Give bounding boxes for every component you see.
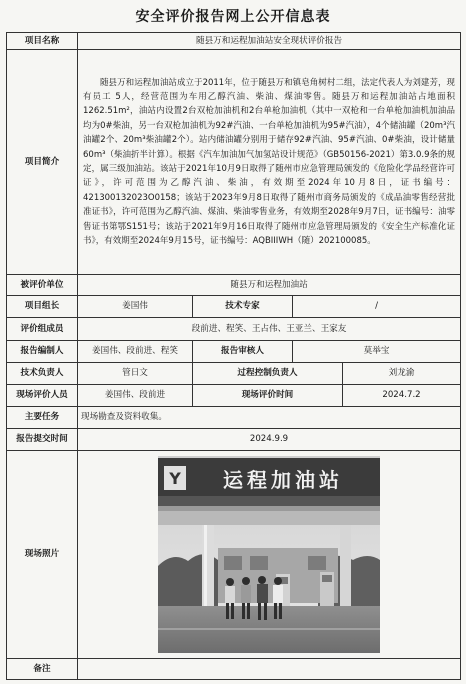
site-photo-label: 现场照片 <box>7 451 78 659</box>
project-summary-text: 随县万和运程加油站成立于2011年，位于随县万和镇皂角树村二组，法定代表人为刘建芳，现有员工 5人，经营范围为车用乙醇汽油、柴油、煤油零售。随县万和运程加油站占地面积1262.51m²，油站内设置2台双枪加油机和2台单枪加油机（其中一双枪和一台单枪加油机加油品均为0#柴油，另一台双枪加油机为92#汽油、一台单枪加油机为95#汽油），4个储油罐（20m³汽油罐2个、20m³柴油罐2个）。站内储油罐分别用于储存92#汽油、95#汽油、0#柴油，设计储量60m³（柴油折半计算）。根据《汽车加油加气加氢站设计规范》（GB50156-2021）第3.0.9条的规定，属三级加油站。该站于2021年10月9日取得了随州市应急管理局颁发的《危险化学品经营许可证》，许可范围为乙醇汽油、柴油，有效期至2024年10月8日，证书编号：421300132023O0158；该站于2023年9月8日取得了随州市商务局颁发的《成品油零售经营批准证书》，许可范围为乙醇汽油、煤油、柴油零售业务，有效期至2028年9月7日，证书编号：油零售证书第鄂S151号；该站于2021年9月16日取得了随州市应急管理局颁发的《安全生产标准化证书》，有效期至2024年9月15号，证书编号：AQBIIIWH（随）202100085。 <box>78 50 461 275</box>
site-photo-cell <box>78 451 461 659</box>
evaluated-unit-label: 被评价单位 <box>7 275 78 296</box>
canopy-sign-text: 运程加油站 <box>223 468 344 492</box>
row-project-name <box>7 33 461 50</box>
page-title: 安全评价报告网上公开信息表 <box>135 9 331 25</box>
row-site-evaluation <box>7 385 461 407</box>
row-author-reviewer <box>7 341 461 363</box>
svg-text:Y: Y <box>169 469 181 488</box>
row-project-summary <box>7 50 461 275</box>
team-members-value: 段前进、程笑、王占伟、王亚兰、王家友 <box>78 318 461 341</box>
tech-lead-value: 管日文 <box>78 363 193 385</box>
tech-lead-label: 技术负责人 <box>7 363 78 385</box>
row-site-photo <box>7 451 461 659</box>
submit-time-value: 2024.9.9 <box>78 429 461 451</box>
row-evaluated-unit <box>7 275 461 296</box>
row-tech-process-lead <box>7 363 461 385</box>
process-lead-label: 过程控制负责人 <box>193 363 343 385</box>
team-leader-label: 项目组长 <box>7 296 78 318</box>
report-author-value: 姜国伟、段前进、程笑 <box>78 341 193 363</box>
report-author-label: 报告编制人 <box>7 341 78 363</box>
evaluated-unit-value: 随县万和运程加油站 <box>78 275 461 296</box>
submit-time-label: 报告提交时间 <box>7 429 78 451</box>
project-summary-label: 项目简介 <box>7 50 78 275</box>
team-leader-value: 姜国伟 <box>78 296 193 318</box>
tech-expert-value: / <box>293 296 461 318</box>
report-reviewer-label: 报告审核人 <box>193 341 293 363</box>
site-time-label: 现场评价时间 <box>193 385 343 407</box>
row-team-members <box>7 318 461 341</box>
site-time-value: 2024.7.2 <box>343 385 461 407</box>
site-staff-label: 现场评价人员 <box>7 385 78 407</box>
remarks-label: 备注 <box>7 659 78 680</box>
row-submit-time <box>7 429 461 451</box>
project-name-value: 随县万和运程加油站安全现状评价报告 <box>78 33 461 50</box>
row-leader-expert <box>7 296 461 318</box>
process-lead-value: 刘龙渝 <box>343 363 461 385</box>
row-remarks <box>7 659 461 680</box>
tech-expert-label: 技术专家 <box>193 296 293 318</box>
main-task-value: 现场勘查及资料收集。 <box>78 407 461 429</box>
info-table <box>6 32 461 680</box>
team-members-label: 评价组成员 <box>7 318 78 341</box>
remarks-value <box>78 659 461 680</box>
main-task-label: 主要任务 <box>7 407 78 429</box>
project-name-label: 项目名称 <box>7 33 78 50</box>
report-reviewer-value: 莫举宝 <box>293 341 461 363</box>
site-staff-value: 姜国伟、段前进 <box>78 385 193 407</box>
gas-station-photo <box>158 456 380 653</box>
row-main-task <box>7 407 461 429</box>
